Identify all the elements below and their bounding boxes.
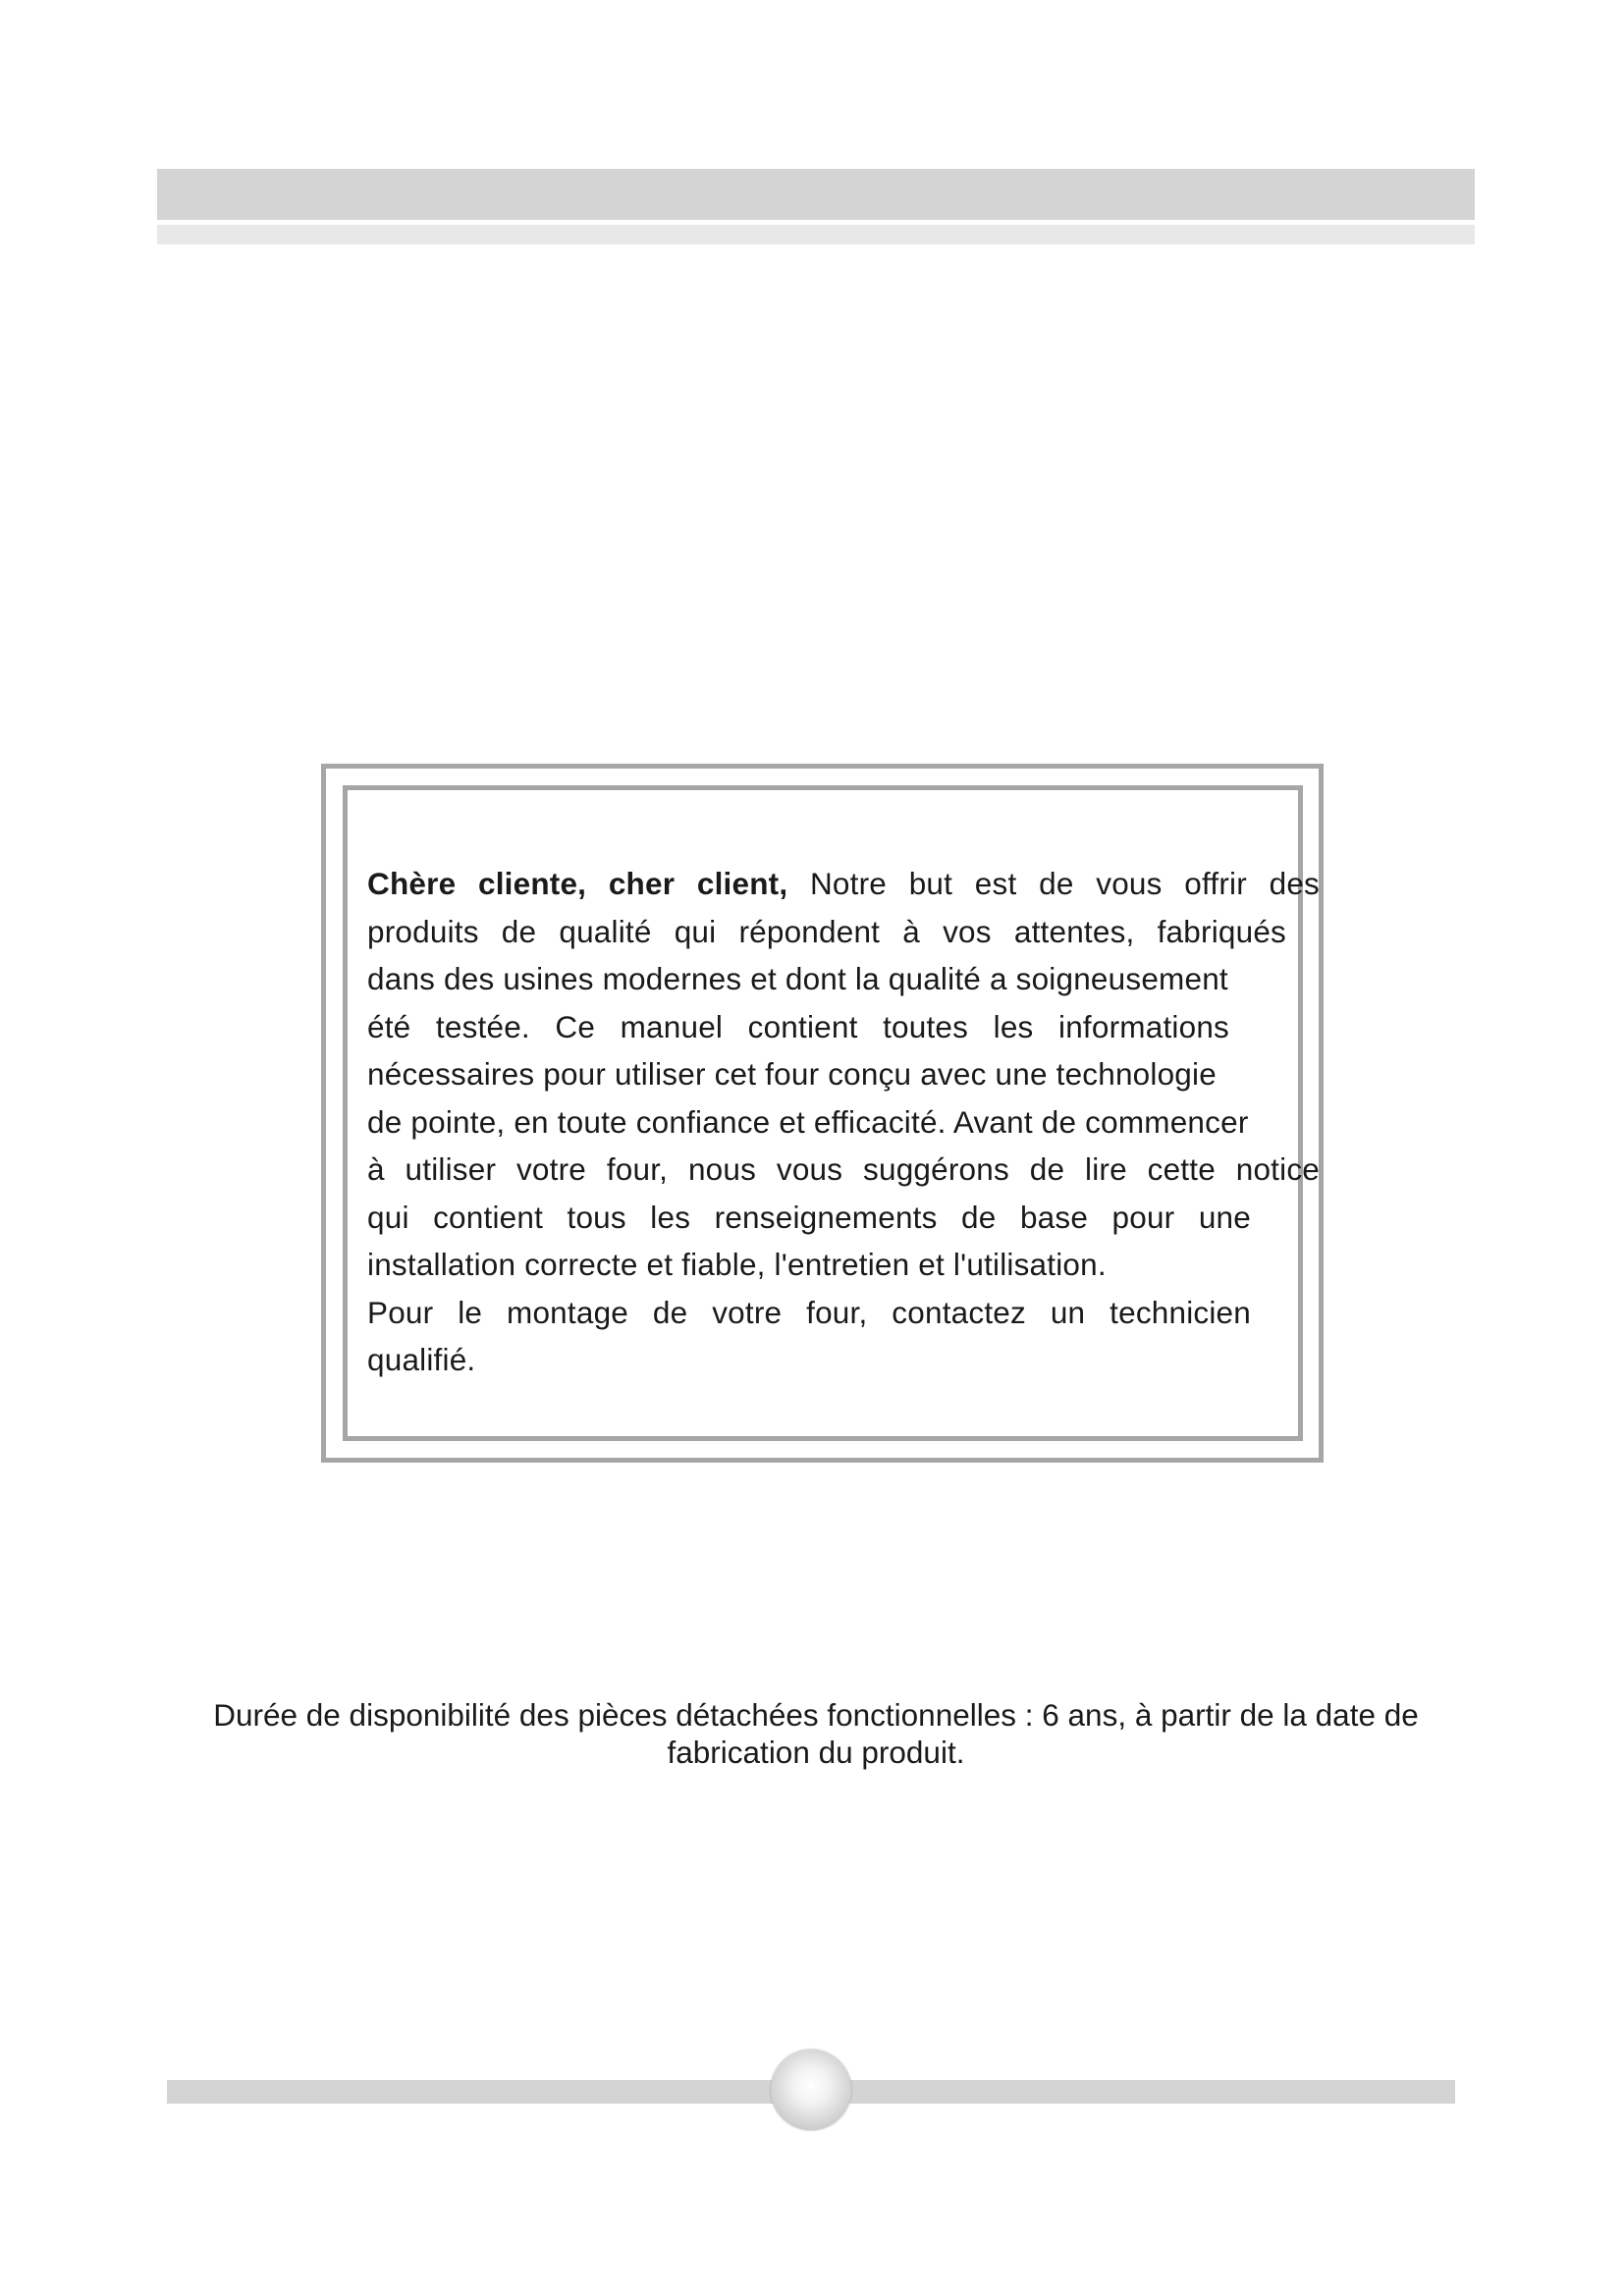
intro-line: qui contient tous les renseignements de base pour une (367, 1199, 1251, 1235)
spare-parts-notice-line1: Durée de disponibilité des pièces détachées fonctionnelles : 6 ans, à partir de la date de (213, 1697, 1419, 1733)
spare-parts-notice (157, 1696, 1475, 1771)
intro-line: Pour le montage de votre four, contactez un technicien (367, 1294, 1251, 1330)
header-band (157, 169, 1475, 220)
intro-line (367, 860, 1320, 908)
intro-line: été testée. Ce manuel contient toutes les informations (367, 1008, 1229, 1044)
intro-line: de pointe, en toute confiance et efficacité. Avant de commencer (367, 1103, 1249, 1140)
intro-text (367, 860, 1320, 1384)
intro-line: produits de qualité qui répondent à vos attentes, fabriqués (367, 913, 1286, 949)
intro-line: à utiliser votre four, nous vous suggérons de lire cette notice (367, 1151, 1320, 1187)
header-band-accent (157, 225, 1475, 244)
spare-parts-notice-line2: fabrication du produit. (667, 1735, 965, 1770)
page-marker-circle (771, 2050, 851, 2130)
intro-line: dans des usines modernes et dont la qualité a soigneusement (367, 961, 1228, 996)
intro-greeting: Chère cliente, cher client, (367, 866, 788, 901)
intro-line: nécessaires pour utiliser cet four conçu avec une technologie (367, 1056, 1217, 1092)
intro-line: qualifié. (367, 1342, 476, 1377)
intro-line-text: Notre but est de vous offrir des (809, 866, 1320, 901)
intro-line: installation correcte et fiable, l'entretien et l'utilisation. (367, 1247, 1107, 1282)
